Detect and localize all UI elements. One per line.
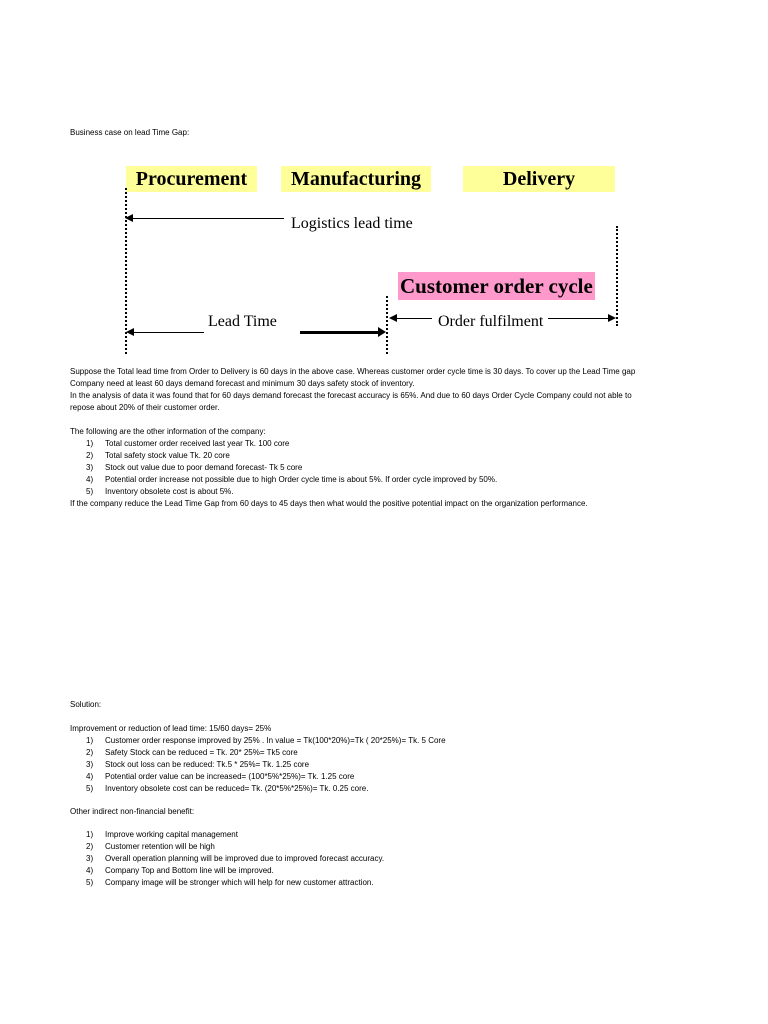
paragraph-1-line-2: Company need at least 60 days demand forecast and minimum 30 days safety stock of inventory. [70, 379, 415, 388]
indirect-heading: Other indirect non-financial benefit: [70, 807, 195, 816]
stage-delivery: Delivery [463, 166, 615, 192]
mid-marker-line [386, 296, 388, 354]
fulfilment-right-line [548, 318, 608, 319]
stage-manufacturing: Manufacturing [281, 166, 431, 192]
solution-heading: Solution: [70, 700, 102, 709]
paragraph-2-line-2: repose about 20% of their customer order. [70, 403, 220, 412]
fulfilment-left-arrowhead-icon [389, 314, 397, 322]
intro-heading: Business case on lead Time Gap: [70, 128, 190, 137]
lead-time-right-arrow-line [300, 331, 378, 334]
lead-time-arrow-line [134, 332, 204, 333]
end-marker-line [616, 226, 618, 326]
customer-order-cycle-box: Customer order cycle [400, 274, 593, 298]
lead-time-right-arrowhead-icon [378, 327, 386, 337]
lead-time-left-arrowhead-icon [126, 328, 134, 336]
question-text: If the company reduce the Lead Time Gap from 60 days to 45 days then what would the positive potential impact on the organization performance. [70, 499, 588, 508]
order-fulfilment-label: Order fulfilment [438, 313, 544, 330]
lead-time-label: Lead Time [208, 313, 277, 330]
fulfilment-left-line [397, 318, 432, 319]
other-info-heading: The following are the other information of the company: [70, 427, 266, 436]
paragraph-2-line-1: In the analysis of data it was found that for 60 days demand forecast the forecast accuracy is 65%. And due to 60 days Order Cycle Company could not able to [70, 391, 632, 400]
logistics-label: Logistics lead time [291, 215, 413, 232]
improvement-text: Improvement or reduction of lead time: 15/60 days= 25% [70, 724, 272, 733]
fulfilment-right-arrowhead-icon [608, 314, 616, 322]
logistics-arrowhead-icon [125, 214, 133, 222]
stage-procurement: Procurement [126, 166, 257, 192]
logistics-arrow-line [132, 218, 284, 219]
paragraph-1-line-1: Suppose the Total lead time from Order to Delivery is 60 days in the above case. Whereas customer order cycle time is 30 days. To cover up the Lead Time gap [70, 367, 636, 376]
